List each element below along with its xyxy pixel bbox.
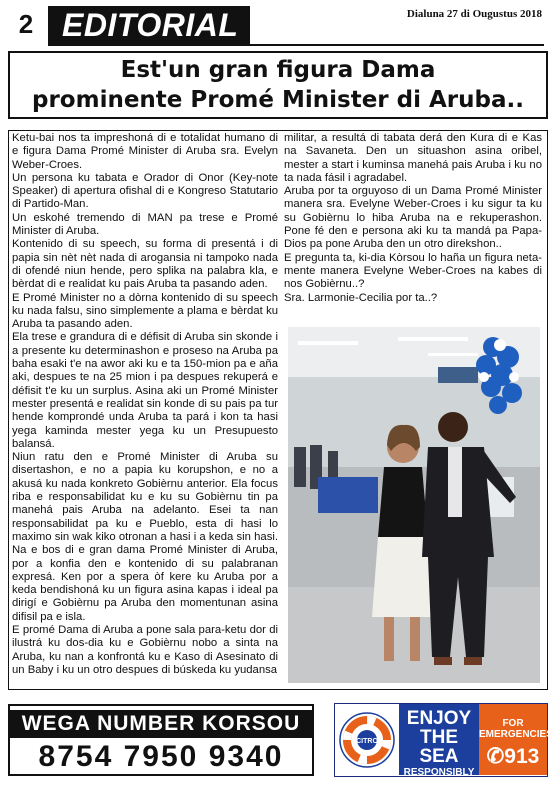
enjoy-line-2: THE SEA bbox=[419, 727, 459, 767]
enjoy-line-3: RESPONSIBLY bbox=[403, 767, 475, 778]
paragraph: militar, a resultá di tabata derá den Kura di e Kas na Savaneta. Den un situashon asina oribel, mester a start i kuminsa manehá pais Aruba i ku no ta nada fásil i agradabel. bbox=[284, 132, 542, 184]
paragraph: Sra. Larmonie-Cecilia por ta..? bbox=[284, 291, 438, 304]
paragraph: Un eskohé tremendo di MAN pa trese e Promé Minister di Aruba. bbox=[12, 211, 278, 238]
headline-line-2: prominente Promé Minister di Aruba.. bbox=[32, 87, 524, 113]
citro-url[interactable]: WWW.CITRO.ORG bbox=[404, 783, 474, 792]
paragraph: Un persona ku tabata e Orador di Onor (Key-note Speaker) di apertura ofishal di e Kongreso Statutario di Partido-Man. bbox=[12, 171, 278, 211]
paragraph: E promé Dama di Aruba a pone sala para-ketu dor di ilustrá ku dos-dia ku e Gobièrnu nobo a sinta na Aruba, ku nan a konfrontá ku e Kaso di Asesinato di un Baby i ku un otro despues di búskeda ku yudansa bbox=[12, 623, 278, 676]
emergency-number bbox=[479, 744, 547, 769]
section-banner: EDITORIAL bbox=[48, 6, 250, 44]
enjoy-the-sea-panel bbox=[399, 704, 479, 792]
wega-numbers: 8754 7950 9340 bbox=[38, 740, 284, 773]
phone-icon: ✆ bbox=[486, 745, 505, 768]
paragraph: E pregunta ta, ki-dia Kòrsou lo haña un figura neta-mente manera Evelyne Weber-Croes na kabes di nos Gobièrnu..? bbox=[284, 251, 542, 291]
paragraph: Ketu-bai nos ta impreshoná di e totalidat humano di e figura Dama Promé Minister di Aruba sra. Evelyn Weber-Croes. bbox=[12, 132, 278, 171]
paragraph: Aruba por ta orguyoso di un Dama Promé Minister manera sra. Evelyne Weber-Croes i ku sigur ta ku su Gobièrnu lo hiba Aruba na e rekuperashon. Pone fé den e persona aki ku ta mandá pa Papa-Dios pa pone Aruba den un otro direkshon.. bbox=[284, 185, 542, 251]
emergency-number-value: 913 bbox=[504, 745, 540, 768]
page-number: 2 bbox=[18, 9, 34, 39]
article-left-column bbox=[12, 132, 278, 677]
paragraph: E Promé Minister no a dòrna kontenido di su speech ku nada falsu, sino simplemente a plama e bèrdat ku Aruba ta pasando aden. bbox=[12, 291, 278, 331]
paragraph: Ela trese e grandura di e défisit di Aruba sin skonde i a presente ku determinashon e proseso na Aruba pa baha esaki t'e na awor aki ku e ta 150-mion pa e aña aki, despues te na 25 mion i pa despues rekuperá e défisit t'e ku un surplus. Asina aki un Promé Minister mester presentá e realidat sin konde di su pais pa tur hende komprondé unda Aruba ta pará i kon ta hasi yega kaminda mester yega ku un Presupuesto balansá. bbox=[12, 331, 278, 450]
citro-ad bbox=[334, 703, 553, 792]
header-divider bbox=[48, 44, 544, 46]
issue-date: Dialuna 27 di Ougustus 2018 bbox=[406, 8, 542, 20]
wega-number-ad bbox=[8, 704, 314, 776]
emergency-panel bbox=[479, 704, 553, 775]
citro-lifebuoy-icon bbox=[335, 704, 399, 775]
wega-title: WEGA NUMBER KORSOU bbox=[10, 710, 312, 738]
paragraph: Kontenido di su speech, su forma di presentá i di papia sin nèt nèt nada di arogansia ni tampoko nada di ofendé niun hende, pero splika na palabra kla, e bèrdat di e realidat ku pais Aruba ta pasando aden. bbox=[12, 238, 278, 291]
citro-logo-text: CITRO bbox=[356, 738, 378, 745]
emergency-label: FOR EMERGENCIES bbox=[479, 718, 553, 740]
photo-illustration bbox=[288, 327, 540, 683]
paragraph: Niun ratu den e Promé Minister di Aruba su disertashon, e no a papia ku korupshon, e no a akusá ku nada konkreto Gobièrnu anterior. Ela focus riba e responsabilidat ku e ku su Gobièrnu tin pa manehá pais Aruba na adelanto. Esei ta nan responsabilidat pa ku e Pueblo, esta di hasi lo maximo sin wak kiko otronan a hasi i a keda sin hasi. Na e bos di e gran dama Promé Minister di Aruba, por a konfia den e kontenido di su palabranan expresá. Ken por a spera òf kere ku Aruba por a keda bendishoná ku un figura asina kapas i ideal pa dirigí e Gobièrnu pa Aruba den momentunan asina difisil pa e isla. bbox=[12, 451, 278, 623]
citro-logo bbox=[335, 704, 399, 775]
headline-line-1: Est'un gran figura Dama bbox=[120, 57, 436, 83]
article-right-column bbox=[284, 132, 542, 305]
article-photo bbox=[288, 327, 540, 683]
headline-box bbox=[8, 51, 548, 119]
enjoy-line-1: ENJOY bbox=[406, 708, 472, 729]
